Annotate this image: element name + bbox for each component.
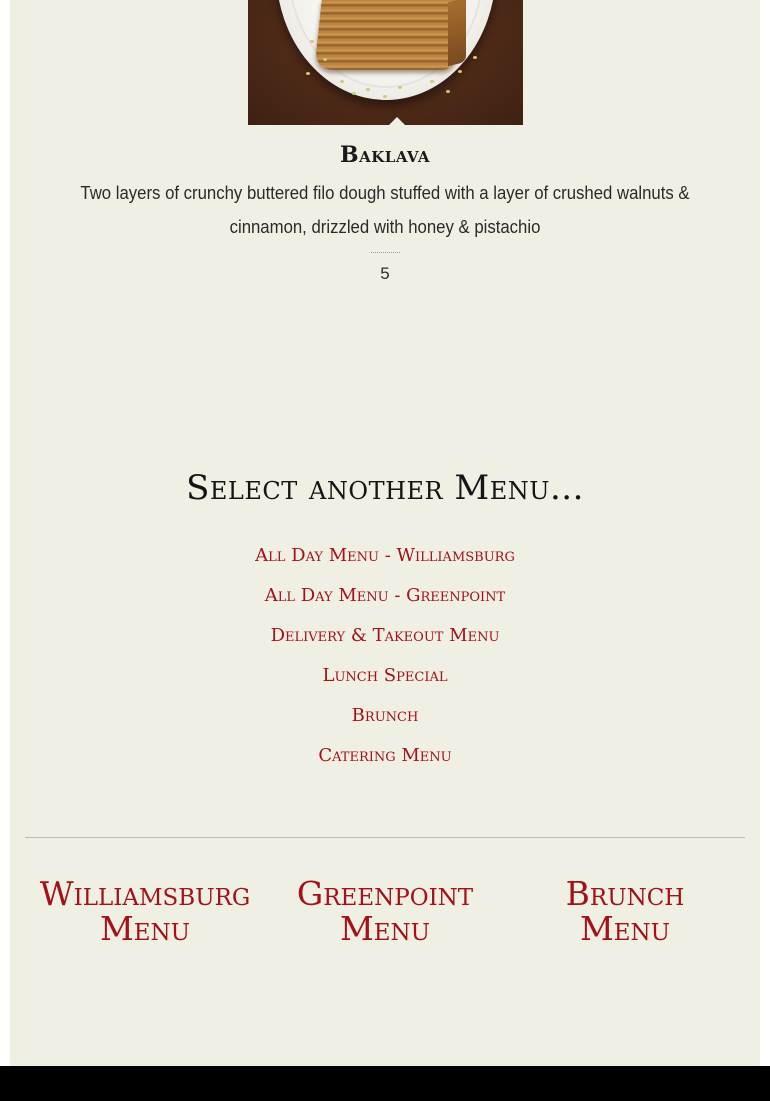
williamsburg-menu-button[interactable] bbox=[25, 876, 265, 946]
select-menu-heading: Select another Menu... bbox=[186, 468, 584, 508]
williamsburg-menu-line2: Menu bbox=[99, 909, 191, 948]
item-description: Two layers of crunchy buttered filo dough stuffed with a layer of crushed walnuts & cinnamon, drizzled with honey & pistachio bbox=[80, 183, 690, 237]
greenpoint-menu-line1: Greenpoint bbox=[296, 874, 474, 913]
menu-page bbox=[10, 0, 760, 1066]
greenpoint-menu-button[interactable] bbox=[265, 876, 505, 946]
price-divider bbox=[371, 252, 400, 253]
footer-bar bbox=[0, 1066, 770, 1101]
item-price: 5 bbox=[380, 264, 390, 283]
menu-link-all-day-williamsburg[interactable]: All Day Menu - Williamsburg bbox=[255, 545, 515, 566]
williamsburg-menu-line1: Williamsburg bbox=[39, 874, 251, 913]
menu-link-all-day-greenpoint[interactable]: All Day Menu - Greenpoint bbox=[264, 585, 506, 606]
pastry-image bbox=[314, 0, 461, 70]
section-divider bbox=[25, 837, 745, 838]
menu-link-brunch[interactable]: Brunch bbox=[351, 705, 419, 726]
item-name: Baklava bbox=[340, 142, 430, 168]
baklava-photo bbox=[248, 0, 523, 125]
menu-link-delivery-takeout[interactable]: Delivery & Takeout Menu bbox=[270, 625, 500, 646]
brunch-menu-line1: Brunch bbox=[565, 874, 685, 913]
menu-link-lunch-special[interactable]: Lunch Special bbox=[322, 665, 448, 686]
greenpoint-menu-line2: Menu bbox=[339, 909, 431, 948]
menu-link-catering[interactable]: Catering Menu bbox=[318, 745, 452, 766]
photo-caret bbox=[389, 117, 405, 125]
brunch-menu-button[interactable] bbox=[505, 876, 745, 946]
brunch-menu-line2: Menu bbox=[579, 909, 671, 948]
